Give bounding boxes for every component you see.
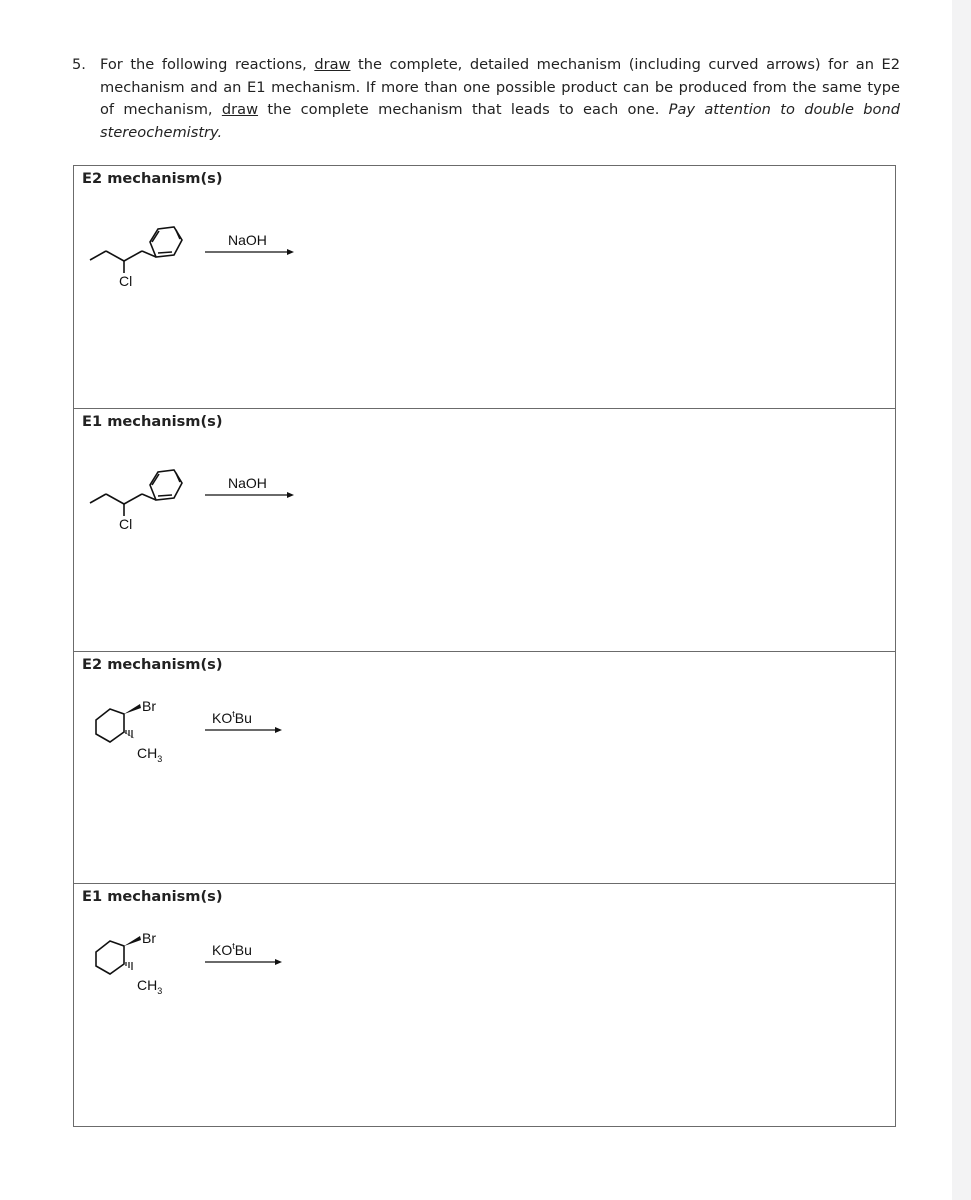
draw-emphasis-1: draw: [314, 56, 351, 73]
reagent-label: NaOH: [228, 475, 267, 491]
methyl-label: $CH_3$: [137, 977, 163, 996]
draw-emphasis-2: draw: [221, 101, 259, 118]
reagent-label: $KO^tBu$: [212, 941, 252, 958]
question-part-3: the complete mechanism that leads to each one.: [258, 101, 669, 118]
molecule-chloro-phenylbutane: [88, 214, 198, 294]
question-part-2: the complete, detailed mechanism (including curved arrows) for an E2 mechanism and an E1 mechanism. If more than one possible product can be produced from the same type of mechanism,: [100, 56, 900, 118]
leaving-group-label: Cl: [119, 273, 133, 289]
methyl-label: $CH_3$: [137, 745, 163, 764]
stereochemistry-note: Pay attention to double bond stereochemistry.: [100, 101, 900, 141]
molecule-bromomethyl-methylcyclohexane: [86, 694, 196, 774]
question-body: [100, 54, 900, 144]
question-part-1: For the following reactions,: [100, 56, 315, 73]
reagent-label: NaOH: [228, 232, 267, 248]
reaction-arrow: [205, 247, 295, 257]
molecule-chloro-phenylbutane: [88, 457, 198, 537]
leaving-group-label: Br: [142, 698, 156, 714]
box-heading: E2 mechanism(s): [82, 170, 223, 187]
question-text: [72, 54, 900, 144]
reaction-arrow: [205, 490, 295, 500]
answer-box-e1-kotbu[interactable]: [73, 883, 896, 1127]
reaction-arrow: [205, 957, 285, 967]
box-heading: E1 mechanism(s): [82, 413, 223, 430]
reaction-arrow: [205, 725, 285, 735]
reagent-label: $KO^tBu$: [212, 709, 252, 726]
question-number: 5.: [72, 56, 86, 73]
leaving-group-label: Br: [142, 930, 156, 946]
leaving-group-label: Cl: [119, 516, 133, 532]
answer-box-e2-kotbu[interactable]: [73, 651, 896, 884]
molecule-bromomethyl-methylcyclohexane: [86, 926, 196, 1006]
box-heading: E1 mechanism(s): [82, 888, 223, 905]
box-heading: E2 mechanism(s): [82, 656, 223, 673]
answer-box-e1-naoh[interactable]: [73, 408, 896, 652]
answer-box-e2-naoh[interactable]: [73, 165, 896, 409]
